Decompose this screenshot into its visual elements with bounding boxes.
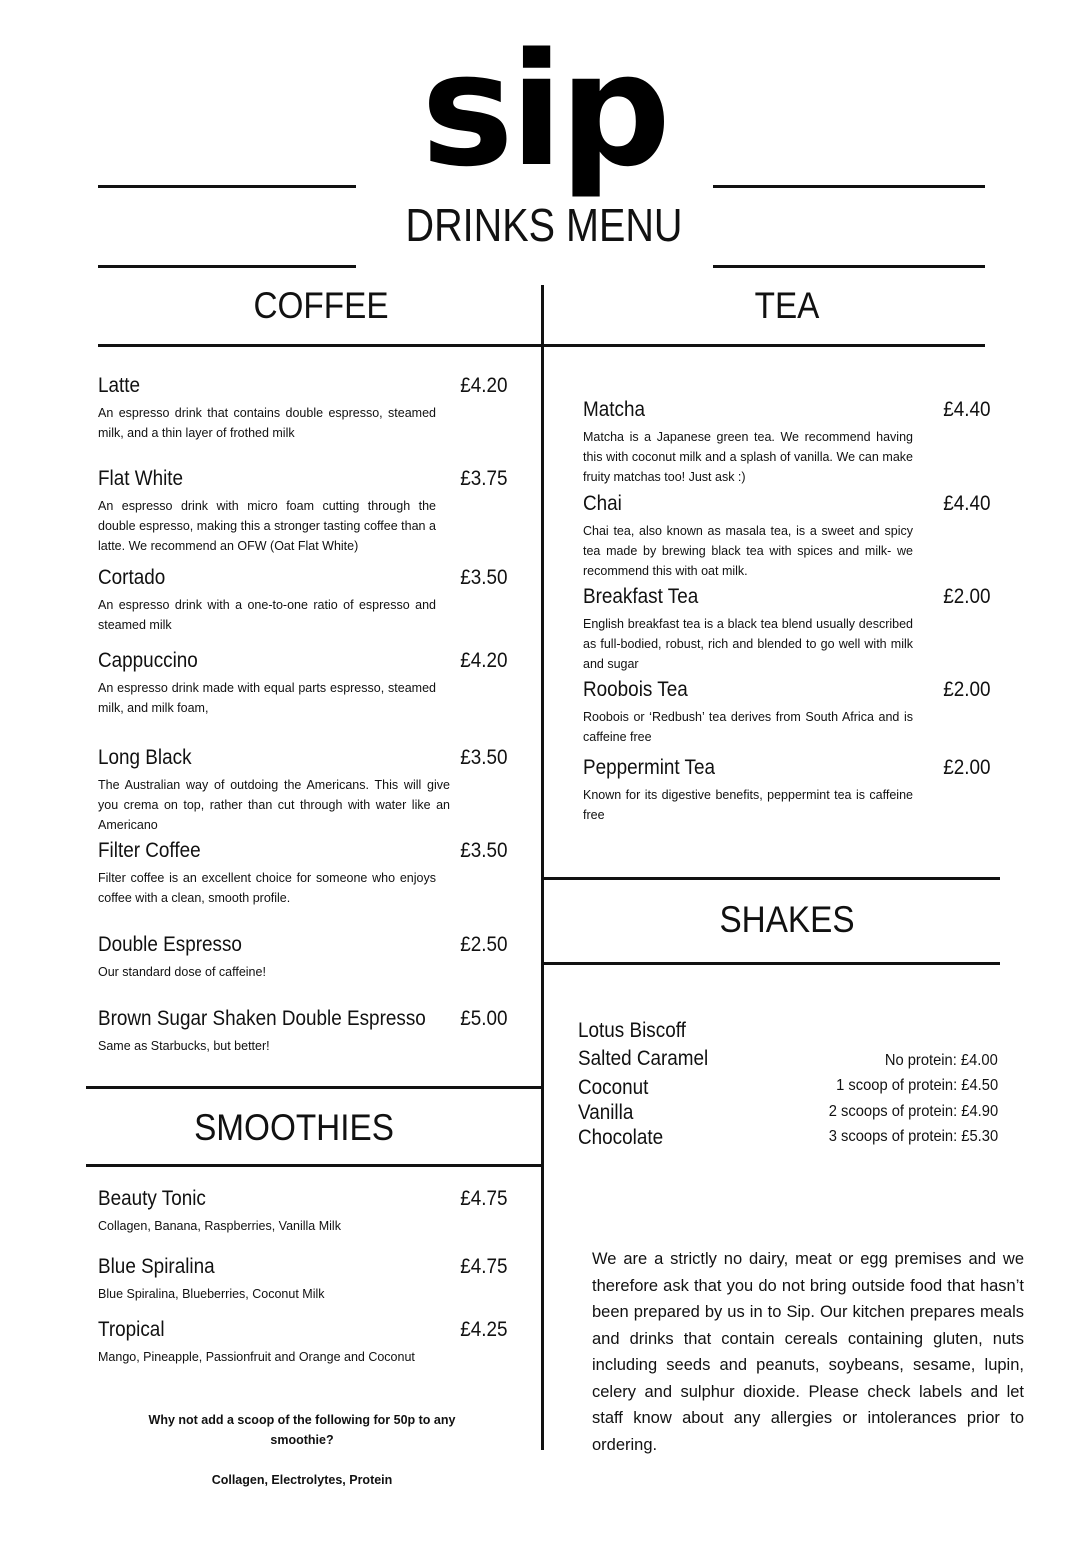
header-rule-top-right — [713, 185, 985, 188]
smoothies-heading: SMOOTHIES — [194, 1107, 394, 1148]
item-price: £3.50 — [460, 746, 508, 769]
item-price: £4.75 — [460, 1187, 508, 1210]
item-price: £2.00 — [943, 756, 991, 779]
item-price: £3.50 — [460, 566, 508, 589]
shake-flavour: Vanilla — [578, 1101, 634, 1124]
shakes-rule-top — [544, 877, 1000, 880]
item-name: Roobois Tea — [583, 678, 688, 701]
item-price: £4.40 — [943, 492, 991, 515]
item-name: Tropical — [98, 1318, 165, 1341]
item-price: £3.75 — [460, 467, 508, 490]
item-description: Matcha is a Japanese green tea. We recommend having this with coconut milk and a splash of vanilla. We can make fruity matchas too! Just ask :) — [583, 430, 913, 484]
item-price: £4.20 — [460, 374, 508, 397]
shake-price-option: 1 scoop of protein: £4.50 — [835, 1077, 998, 1094]
shake-price-option: No protein: £4.00 — [885, 1052, 998, 1069]
item-description: An espresso drink with micro foam cutting through the double espresso, making this a stronger tasting coffee than a latte. We recommend an OFW (Oat Flat White) — [98, 499, 436, 553]
coffee-heading: COFFEE — [253, 285, 389, 326]
item-description: The Australian way of outdoing the Americans. This will give you crema on top, rather than cut through with water like an Americano — [98, 778, 450, 832]
menu-subtitle: DRINKS MENU — [405, 199, 683, 251]
item-price: £4.75 — [460, 1255, 508, 1278]
header-rule-top-left — [98, 185, 356, 188]
item-price: £2.00 — [943, 585, 991, 608]
item-name: Blue Spiralina — [98, 1255, 215, 1278]
item-description: Filter coffee is an excellent choice for someone who enjoys coffee with a clean, smooth profile. — [98, 871, 436, 905]
item-description: An espresso drink made with equal parts espresso, steamed milk, and milk foam, — [98, 681, 436, 715]
item-name: Double Espresso — [98, 933, 242, 956]
coffee-tea-rule — [98, 344, 985, 347]
item-name: Cappuccino — [98, 649, 198, 672]
item-description: Blue Spiralina, Blueberries, Coconut Milk — [98, 1287, 325, 1301]
shake-flavour: Lotus Biscoff — [578, 1019, 686, 1042]
item-name: Chai — [583, 492, 622, 515]
shake-flavour: Coconut — [578, 1076, 649, 1099]
shake-flavour: Chocolate — [578, 1126, 664, 1149]
shake-price-option: 3 scoops of protein: £5.30 — [828, 1128, 998, 1145]
allergy-notice: We are a strictly no dairy, meat or egg premises and we therefore ask that you do not bring outside food that hasn’t been prepared by us in to Sip. Our kitchen prepares meals and drinks that contain cereals containing gluten, nuts including seeds and peanuts, soybeans, sesame, lupin, celery and sulphur dioxide. Please check labels and let staff know about any allergies or intolerances prior to ordering. — [592, 1250, 1024, 1454]
shake-price-option: 2 scoops of protein: £4.90 — [828, 1103, 998, 1120]
header-rule-bottom-right — [713, 265, 985, 268]
item-price: £2.00 — [943, 678, 991, 701]
item-description: An espresso drink with a one-to-one ratio of espresso and steamed milk — [98, 598, 436, 632]
item-name: Beauty Tonic — [98, 1187, 206, 1210]
item-name: Filter Coffee — [98, 839, 201, 862]
item-price: £4.25 — [460, 1318, 508, 1341]
item-price: £3.50 — [460, 839, 508, 862]
smoothies-rule-top — [86, 1086, 544, 1089]
item-name: Long Black — [98, 746, 192, 769]
column-divider — [541, 285, 544, 1450]
item-description: Collagen, Banana, Raspberries, Vanilla Milk — [98, 1219, 341, 1233]
item-description: Mango, Pineapple, Passionfruit and Orange and Coconut — [98, 1350, 415, 1364]
item-price: £2.50 — [460, 933, 508, 956]
item-price: £5.00 — [460, 1007, 508, 1030]
smoothie-extras-question: Why not add a scoop of the following for 50p to any smoothie? — [148, 1413, 456, 1447]
header-rule-bottom-left — [98, 265, 356, 268]
item-price: £4.20 — [460, 649, 508, 672]
shakes-rule-bottom — [544, 962, 1000, 965]
logo: sip — [421, 19, 667, 201]
item-description: Known for its digestive benefits, peppermint tea is caffeine free — [583, 788, 913, 822]
item-description: Roobois or ‘Redbush’ tea derives from South Africa and is caffeine free — [583, 710, 913, 744]
item-name: Flat White — [98, 467, 184, 490]
smoothies-rule-bottom — [86, 1164, 544, 1167]
item-name: Brown Sugar Shaken Double Espresso — [98, 1007, 426, 1030]
item-description: English breakfast tea is a black tea blend usually described as full-bodied, robust, rich and blended to go well with milk and sugar — [583, 617, 913, 671]
item-name: Latte — [98, 374, 141, 397]
item-name: Matcha — [583, 398, 645, 421]
item-name: Cortado — [98, 566, 166, 589]
shake-flavour: Salted Caramel — [578, 1047, 709, 1070]
item-description: An espresso drink that contains double espresso, steamed milk, and a thin layer of frothed milk — [98, 406, 436, 440]
item-description: Chai tea, also known as masala tea, is a sweet and spicy tea made by brewing black tea with spices and milk- we recommend this with oat milk. — [583, 524, 913, 578]
item-description: Our standard dose of caffeine! — [98, 965, 266, 979]
item-name: Breakfast Tea — [583, 585, 699, 608]
tea-heading: TEA — [754, 285, 820, 326]
smoothie-extras-options: Collagen, Electrolytes, Protein — [211, 1473, 393, 1487]
item-description: Same as Starbucks, but better! — [98, 1039, 270, 1053]
shakes-heading: SHAKES — [719, 899, 855, 940]
item-price: £4.40 — [943, 398, 991, 421]
item-name: Peppermint Tea — [583, 756, 716, 779]
